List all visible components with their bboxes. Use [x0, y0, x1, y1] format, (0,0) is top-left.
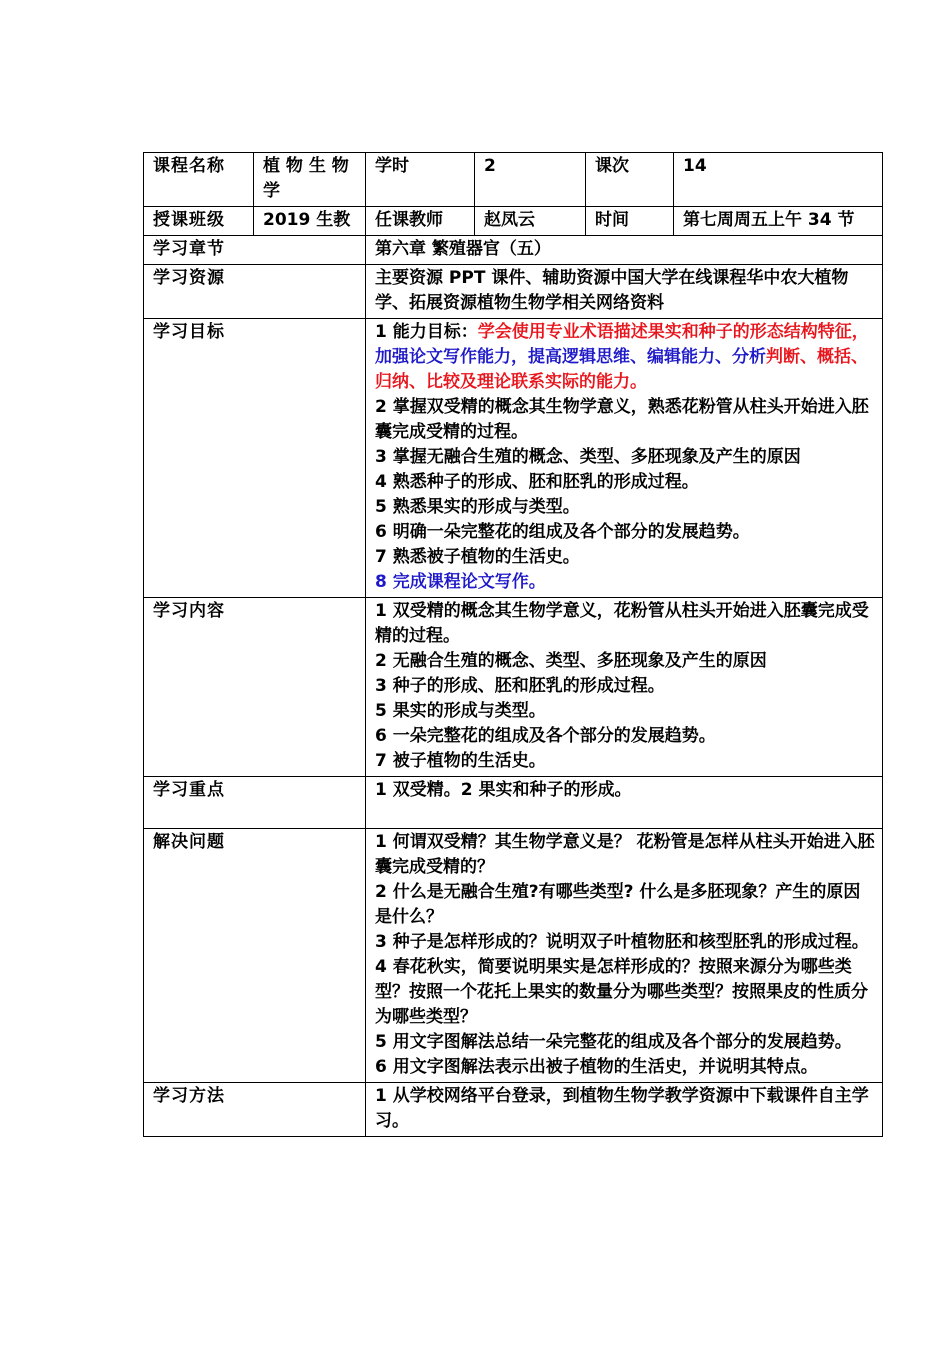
objective-item-8: 8 完成课程论文写作。 [375, 572, 546, 592]
session-label: 课次 [586, 153, 674, 207]
objective-item: 7 熟悉被子植物的生活史。 [375, 547, 580, 567]
lesson-plan-page [143, 152, 882, 1137]
objectives-value [366, 319, 883, 598]
row-problems [144, 829, 883, 1083]
content-value [366, 598, 883, 777]
course-name-label: 课程名称 [144, 153, 254, 207]
methods-value: 1 从学校网络平台登录，到植物生物学教学资源中下载课件自主学习。 [366, 1083, 883, 1137]
row-class [144, 207, 883, 236]
problems-label: 解决问题 [144, 829, 366, 1083]
objective-1-prefix: 1 能力目标： [375, 322, 478, 342]
teacher-label: 任课教师 [366, 207, 475, 236]
chapter-label: 学习章节 [144, 236, 366, 265]
row-key-points [144, 777, 883, 829]
hours-value: 2 [475, 153, 586, 207]
problems-value [366, 829, 883, 1083]
objective-item: 5 熟悉果实的形成与类型。 [375, 497, 580, 517]
chapter-value: 第六章 繁殖器官（五） [366, 236, 883, 265]
course-name-line-2: 学 [263, 181, 280, 201]
course-name-value [254, 153, 366, 207]
session-value: 14 [674, 153, 883, 207]
objective-item: 4 熟悉种子的形成、胚和胚乳的形成过程。 [375, 472, 699, 492]
hours-label: 学时 [366, 153, 475, 207]
time-label: 时间 [586, 207, 674, 236]
row-course [144, 153, 883, 207]
problem-item: 2 什么是无融合生殖?有哪些类型? 什么是多胚现象？产生的原因是什么？ [375, 882, 861, 927]
resources-label: 学习资源 [144, 265, 366, 319]
problem-item: 3 种子是怎样形成的？说明双子叶植物胚和核型胚乳的形成过程。 [375, 932, 869, 952]
content-item: 2 无融合生殖的概念、类型、多胚现象及产生的原因 [375, 651, 767, 671]
content-item: 6 一朵完整花的组成及各个部分的发展趋势。 [375, 726, 716, 746]
content-item: 5 果实的形成与类型。 [375, 701, 546, 721]
row-resources [144, 265, 883, 319]
objective-item-1 [375, 320, 876, 395]
lesson-plan-table [143, 152, 883, 1137]
content-item: 3 种子的形成、胚和胚乳的形成过程。 [375, 676, 665, 696]
content-item: 7 被子植物的生活史。 [375, 751, 546, 771]
objective-item: 3 掌握无融合生殖的概念、类型、多胚现象及产生的原因 [375, 447, 801, 467]
row-methods [144, 1083, 883, 1137]
content-item: 1 双受精的概念其生物学意义，花粉管从柱头开始进入胚囊完成受精的过程。 [375, 601, 869, 646]
content-label: 学习内容 [144, 598, 366, 777]
row-chapter [144, 236, 883, 265]
time-value: 第七周周五上午 34 节 [674, 207, 883, 236]
problem-item: 4 春花秋实，简要说明果实是怎样形成的？按照来源分为哪些类型？按照一个花托上果实的数量分为哪些类型？按照果皮的性质分为哪些类型？ [375, 957, 868, 1027]
problem-item: 1 何谓双受精？其生物学意义是？ 花粉管是怎样从柱头开始进入胚囊完成受精的？ [375, 832, 875, 877]
class-value: 2019 生教 [254, 207, 366, 236]
methods-label: 学习方法 [144, 1083, 366, 1137]
teacher-value: 赵凤云 [475, 207, 586, 236]
objective-1-red-text: 学会使用专业术语描述果实和种子的形态结构特征， [477, 322, 869, 342]
objective-item: 6 明确一朵完整花的组成及各个部分的发展趋势。 [375, 522, 750, 542]
row-content [144, 598, 883, 777]
course-name-line-1: 植 物 生 物 [263, 156, 349, 176]
key-points-value: 1 双受精。2 果实和种子的形成。 [366, 777, 883, 829]
problem-item: 5 用文字图解法总结一朵完整花的组成及各个部分的发展趋势。 [375, 1032, 852, 1052]
problem-item: 6 用文字图解法表示出被子植物的生活史，并说明其特点。 [375, 1057, 818, 1077]
objectives-label: 学习目标 [144, 319, 366, 598]
objective-item: 2 掌握双受精的概念其生物学意义，熟悉花粉管从柱头开始进入胚囊完成受精的过程。 [375, 397, 869, 442]
resources-value: 主要资源 PPT 课件、辅助资源中国大学在线课程华中农大植物学、拓展资源植物生物学相关网络资料 [366, 265, 883, 319]
row-objectives [144, 319, 883, 598]
objective-1-blue-text: 加强论文写作能力，提高逻辑思维、编辑能力、分析 [375, 347, 766, 367]
class-label: 授课班级 [144, 207, 254, 236]
objective-1-red-text-2: 判断、概括、归纳、比较及理论联系实际的能力。 [375, 347, 868, 392]
key-points-label: 学习重点 [144, 777, 366, 829]
